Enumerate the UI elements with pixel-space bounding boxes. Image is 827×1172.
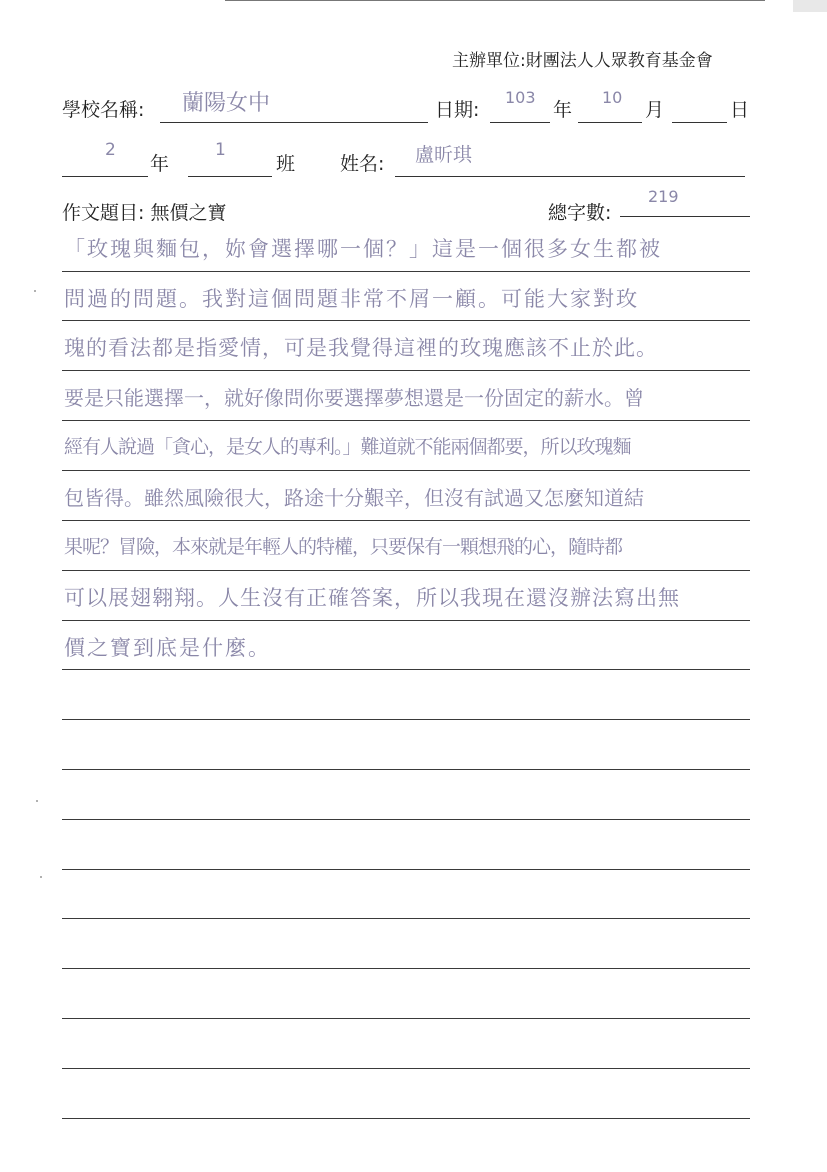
essay-line: 問過的問題。我對這個問題非常不屑一顧。可能大家對玫 — [64, 287, 639, 311]
scan-speck — [40, 876, 42, 878]
ruled-line — [62, 420, 750, 421]
ruled-line — [62, 918, 750, 919]
grade-unit: 年 — [150, 153, 170, 175]
essay-topic: 作文題目: 無價之寶 — [62, 202, 227, 224]
organizer-text: 主辦單位:財團法人人眾教育基金會 — [452, 51, 713, 71]
ruled-line — [62, 320, 750, 321]
school-label: 學校名稱: — [62, 99, 145, 121]
ruled-line — [62, 869, 750, 870]
date-year-value: 103 — [505, 88, 536, 107]
date-label: 日期: — [435, 99, 480, 121]
scan-speck — [36, 800, 38, 802]
ruled-line — [62, 769, 750, 770]
date-month-line — [578, 122, 642, 123]
class-value: 1 — [215, 140, 226, 160]
date-day-line — [672, 122, 727, 123]
essay-line: 果呢？冒險，本來就是年輕人的特權，只要保有一顆想飛的心，隨時都 — [64, 536, 623, 558]
date-day-unit: 日 — [730, 99, 750, 121]
date-month-unit: 月 — [645, 99, 665, 121]
ruled-line — [62, 370, 750, 371]
name-field-line — [395, 176, 745, 177]
school-field-line — [160, 122, 428, 123]
essay-line: 經有人說過「貪心，是女人的專利。」難道就不能兩個都要，所以玫瑰麵 — [64, 436, 631, 458]
ruled-line — [62, 1018, 750, 1019]
essay-line: 包皆得。雖然風險很大，路途十分艱辛，但沒有試過又怎麼知道結 — [64, 486, 644, 510]
ruled-line — [62, 271, 750, 272]
ruled-line — [62, 719, 750, 720]
grade-field-line — [62, 176, 148, 177]
date-year-line — [490, 122, 550, 123]
ruled-line — [62, 570, 750, 571]
scan-corner-shadow — [793, 0, 827, 12]
essay-line: 要是只能選擇一，就好像問你要選擇夢想還是一份固定的薪水。曾 — [64, 386, 644, 410]
name-label: 姓名: — [340, 153, 385, 175]
ruled-line — [62, 620, 750, 621]
essay-line: 價之寶到底是什麼。 — [64, 636, 271, 660]
grade-value: 2 — [105, 140, 116, 160]
ruled-line — [62, 520, 750, 521]
word-count-value: 219 — [648, 187, 679, 206]
ruled-line — [62, 819, 750, 820]
ruled-line — [62, 1118, 750, 1119]
word-count-label: 總字數: — [548, 202, 612, 224]
class-field-line — [188, 176, 272, 177]
class-unit: 班 — [276, 153, 296, 175]
date-month-value: 10 — [602, 88, 623, 107]
essay-line: 瑰的看法都是指愛情，可是我覺得這裡的玫瑰應該不止於此。 — [64, 336, 658, 360]
ruled-line — [62, 1068, 750, 1069]
ruled-line — [62, 669, 750, 670]
scan-speck — [34, 290, 36, 292]
ruled-line — [62, 470, 750, 471]
date-year-unit: 年 — [553, 99, 573, 121]
ruled-line — [62, 968, 750, 969]
school-name-value: 蘭陽女中 — [182, 91, 271, 116]
essay-line: 可以展翅翱翔。人生沒有正確答案，所以我現在還沒辦法寫出無 — [64, 586, 680, 610]
word-count-line — [620, 216, 750, 217]
student-name-value: 盧昕琪 — [415, 144, 473, 166]
page-top-edge — [225, 0, 765, 1]
essay-line: 「玫瑰與麵包，妳會選擇哪一個？」這是一個很多女生都被 — [64, 237, 662, 261]
